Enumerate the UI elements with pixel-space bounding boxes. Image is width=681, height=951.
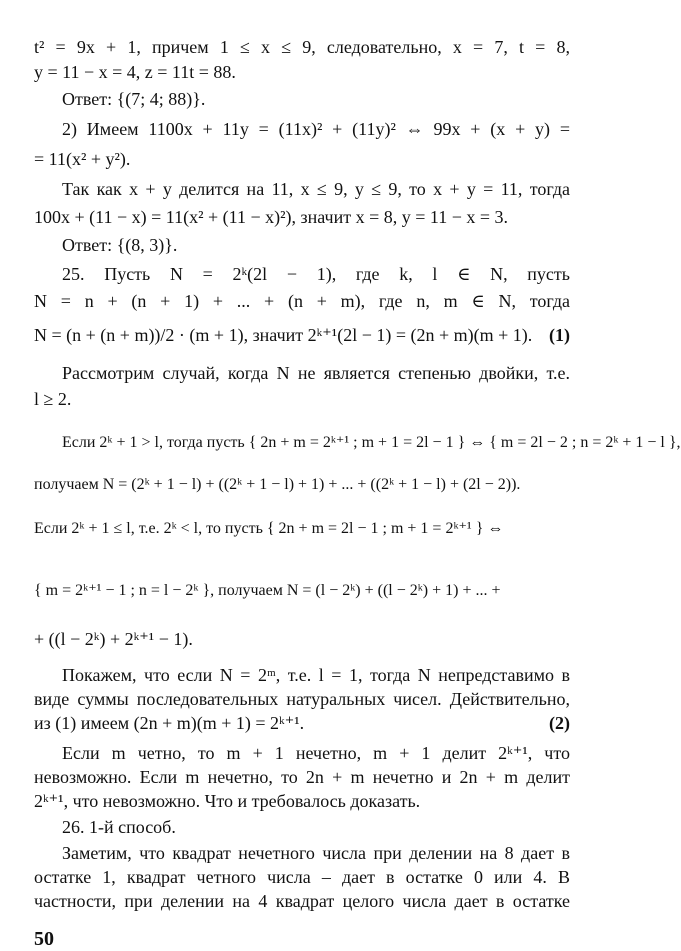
equation-number-1: (1) bbox=[549, 325, 570, 345]
equation-number-2: (2) bbox=[549, 713, 570, 733]
text-line: Покажем, что если N = 2ᵐ, т.е. l = 1, тогда N непредставимо в bbox=[62, 665, 570, 685]
text-line: t² = 9x + 1, причем 1 ≤ x ≤ 9, следовательно, x = 7, t = 8, bbox=[34, 37, 570, 57]
text-line: 2ᵏ⁺¹, что невозможно. Что и требовалось доказать. bbox=[34, 791, 421, 811]
equation-2: из (1) имеем (2n + m)(m + 1) = 2ᵏ⁺¹. bbox=[34, 713, 305, 733]
equation-1: N = (n + (n + m))/2 · (m + 1), значит 2ᵏ⁺¹(2l − 1) = (2n + m)(m + 1). bbox=[34, 325, 533, 345]
text-line: невозможно. Если m нечетно, то 2n + m нечетно и 2n + m делит bbox=[34, 767, 570, 787]
text-line: Заметим, что квадрат нечетного числа при делении на 8 дает в bbox=[62, 843, 570, 863]
answer-line: Ответ: {(7; 4; 88)}. bbox=[62, 89, 206, 109]
text-line: остатке 1, квадрат четного числа – дает в остатке 0 или 4. В bbox=[34, 867, 570, 887]
text-line: Так как x + y делится на 11, x ≤ 9, y ≤ 9, то x + y = 11, тогда bbox=[62, 179, 570, 199]
problem-26-heading: 26. 1-й способ. bbox=[62, 817, 176, 837]
system-line: Если 2ᵏ + 1 > l, тогда пусть { 2n + m = 2ᵏ⁺¹ ; m + 1 = 2l − 1 } ⇔ { m = 2l − 2 ; n = 2ᵏ + 1 − l }, bbox=[62, 434, 681, 451]
text-line: 100x + (11 − x) = 11(x² + (11 − x)²), значит x = 8, y = 11 − x = 3. bbox=[34, 207, 509, 227]
text-line: Если m четно, то m + 1 нечетно, m + 1 делит 2ᵏ⁺¹, что bbox=[62, 743, 570, 763]
text-line: получаем N = (2ᵏ + 1 − l) + ((2ᵏ + 1 − l) + 1) + ... + ((2ᵏ + 1 − l) + (2l − 2)). bbox=[34, 476, 521, 493]
text-line: + ((l − 2ᵏ) + 2ᵏ⁺¹ − 1). bbox=[34, 629, 193, 649]
text-line: 2) Имеем 1100x + 11y = (11x)² + (11y)² ⇔ 99x + (x + y) = bbox=[62, 119, 570, 139]
page-number: 50 bbox=[34, 928, 54, 950]
text-line: l ≥ 2. bbox=[34, 389, 72, 409]
system-line: { m = 2ᵏ⁺¹ − 1 ; n = l − 2ᵏ }, получаем N = (l − 2ᵏ) + ((l − 2ᵏ) + 1) + ... + bbox=[34, 582, 501, 599]
text-line: y = 11 − x = 4, z = 11t = 88. bbox=[34, 62, 236, 82]
text-line: виде суммы последовательных натуральных чисел. Действительно, bbox=[34, 689, 570, 709]
answer-line: Ответ: {(8, 3)}. bbox=[62, 235, 178, 255]
text-line: N = n + (n + 1) + ... + (n + m), где n, m ∈ N, тогда bbox=[34, 291, 570, 311]
text-line: = 11(x² + y²). bbox=[34, 149, 131, 169]
problem-25-start: 25. Пусть N = 2ᵏ(2l − 1), где k, l ∈ N, пусть bbox=[62, 264, 570, 284]
equation-line bbox=[34, 324, 570, 346]
system-line: Если 2ᵏ + 1 ≤ l, т.е. 2ᵏ < l, то пусть { 2n + m = 2l − 1 ; m + 1 = 2ᵏ⁺¹ } ⇔ bbox=[34, 520, 504, 537]
equation-line bbox=[34, 712, 570, 734]
text-line: частности, при делении на 4 квадрат целого числа дает в остатке bbox=[34, 891, 570, 911]
text-line: Рассмотрим случай, когда N не является степенью двойки, т.е. bbox=[62, 363, 570, 383]
